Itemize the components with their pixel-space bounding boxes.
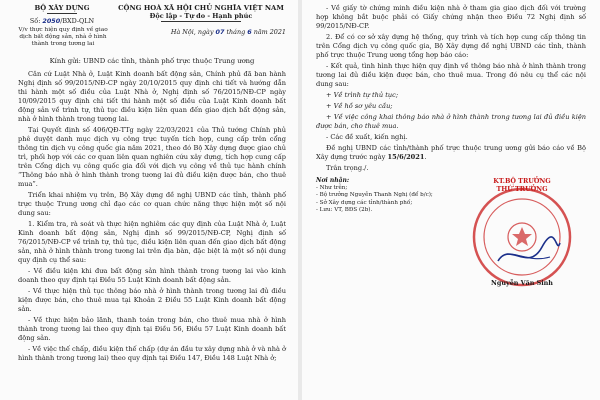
paragraph: 1. Kiểm tra, rà soát và thực hiện nghiêm các quy định của Luật Nhà ở, Luật Kinh doanh bất động sản, Nghị định số 99/2015/NĐ-CP, Nghị định số 76/2015/NĐ-CP về trình tự, thủ tục, điều kiện liên quan đến giao dịch bất động sản, nhà ở hình thành trong tương lai trên địa bàn, đặc biệt là một số nội dung quy định cụ thể sau: <box>18 219 286 264</box>
paragraph: - Về việc thế chấp, điều kiện thế chấp (dự án đầu tư xây dựng nhà ở và nhà ở hình thành trong tương lai) theo quy định tại Điều 147, Điều 148 Luật Nhà ở; <box>18 344 286 362</box>
paragraph: - Về thực hiện bảo lãnh, thanh toán trong bán, cho thuê mua nhà ở hình thành trong tương lai theo quy định tại Điều 56, Điều 57 Luật Kinh doanh bất động sản. <box>18 315 286 342</box>
motto-divider <box>161 21 241 22</box>
paragraph: - Về thực hiện thủ tục thông báo nhà ở hình thành trong tương lai đủ điều kiện được bán, cho thuê mua tại Khoản 2 Điều 55 Luật Kinh doanh bất động sản. <box>18 286 286 313</box>
recipient-item: - Sở Xây dựng các tỉnh/thành phố; <box>316 199 413 206</box>
paragraph: Triển khai nhiệm vụ trên, Bộ Xây dựng đề nghị UBND các tỉnh, thành phố trực thuộc Trung ương chỉ đạo các cơ quan chức năng thực hiện một số nội dung sau: <box>18 190 286 217</box>
signer-block <box>458 177 586 297</box>
paragraph: - Kết quả, tình hình thực hiện quy định về thông báo nhà ở hình thành trong tương lai đủ điều kiện được bán, cho thuê mua. Trong đó nêu cụ thể các nội dung sau: <box>316 62 586 88</box>
document-number: Số: 2050/BXD-QLN <box>29 17 95 25</box>
issue-date: Hà Nội, ngày 07 tháng 6 năm 2021 <box>170 28 286 36</box>
addressee-line: Kính gửi: UBND các tỉnh, thành phố trực thuộc Trung ương <box>49 56 255 65</box>
paragraph: + Về hồ sơ yêu cầu; <box>326 102 393 110</box>
header-divider <box>47 13 77 14</box>
body-left <box>18 70 286 363</box>
paragraph: Tại Quyết định số 406/QĐ-TTg ngày 22/03/2021 của Thủ tướng Chính phủ phê duyệt danh mục dịch vụ công trực tuyến tích hợp, cung cấp trên cổng thông tin dịch vụ công quốc gia năm 2021, theo đó Bộ Xây dựng được giao chủ trì, phối hợp với các cơ quan liên quan nghiên cứu xây dựng, tích hợp cung cấp trên Cổng dịch vụ công quốc gia đối với dịch vụ công về thủ tục hành chính “Thông báo nhà ở hình thành trong tương lai đủ điều kiện được bán, cho thuê mua”. <box>18 125 286 188</box>
document-page-2 <box>302 0 600 400</box>
document-header <box>18 4 286 49</box>
country-name: CỘNG HOÀ XÃ HỘI CHỦ NGHĨA VIỆT NAM <box>118 4 284 12</box>
recipients-block <box>316 177 444 297</box>
official-seal-icon <box>470 185 574 289</box>
paragraph: + Về việc công khai thông báo nhà ở hình thành trong tương lai đủ điều kiện được bán, cho thuê mua. <box>316 113 586 130</box>
issuer-block <box>18 4 106 49</box>
signer-position: THỨ TRƯỞNG <box>496 185 548 193</box>
signature-section <box>316 177 586 297</box>
document-page-1 <box>0 0 298 400</box>
national-motto: Độc lập - Tự do - Hạnh phúc <box>149 12 253 20</box>
recipients-heading: Nơi nhận: <box>316 177 350 184</box>
handwritten-number: 2050 <box>42 17 61 25</box>
recipient-item: - Như trên; <box>316 184 348 191</box>
deadline-date: 15/6/2021 <box>387 153 425 161</box>
paragraph: - Về giấy tờ chứng minh điều kiện nhà ở tham gia giao dịch đối với trường hợp không bắt buộc phải có Giấy chứng nhận theo Điều 72 Nghị định số 99/2015/NĐ-CP. <box>316 4 586 30</box>
signer-authority: KT.BỘ TRƯỞNG <box>493 177 551 185</box>
ministry-name: BỘ XÂY DỰNG <box>34 4 90 12</box>
recipient-item: - Lưu: VT, BĐS (2b). <box>316 207 373 213</box>
signer-name: Nguyễn Văn Sinh <box>491 279 553 287</box>
paragraph: 2. Để có cơ sở xây dựng hệ thống, quy trình và tích hợp cung cấp thông tin trên Cổng dịch vụ công quốc gia, Bộ Xây dựng đề nghị UBND các tỉnh, thành phố trực thuộc Trung ương tổng hợp báo cáo: <box>316 33 586 59</box>
recipient-item: - Bộ trưởng Nguyễn Thanh Nghị (để b/c); <box>316 192 433 198</box>
paragraph: Căn cứ Luật Nhà ở, Luật Kinh doanh bất động sản, Chính phủ đã ban hành Nghị định số 99/2015/NĐ-CP ngày 20/10/2015 quy định chi tiết và hướng dẫn thi hành một số điều của Luật Nhà ở, Nghị định số 76/2015/NĐ-CP ngày 10/09/2015 quy định chi tiết thi hành một số điều của Luật Kinh doanh bất động sản về trình tự, thủ tục điều kiện liên quan đến giao dịch bất động sản, nhà ở hình thành trong tương lai. <box>18 69 286 123</box>
national-header <box>116 4 286 49</box>
paragraph: - Các đề xuất, kiến nghị. <box>326 133 408 141</box>
deadline-paragraph: Đề nghị UBND các tỉnh/thành phố trực thuộc trung ương gửi báo cáo về Bộ Xây dựng trước ngày 15/6/2021. <box>316 144 586 161</box>
subject-line: V/v thực hiện quy định về giao dịch bất động sản, nhà ở hình thành trong tương lai <box>18 27 108 48</box>
paragraph: + Về trình tự thủ tục; <box>326 91 399 99</box>
body-right <box>316 4 586 173</box>
closing-line: Trân trọng./. <box>326 164 369 172</box>
paragraph: - Về điều kiện khi đưa bất động sản hình thành trong tương lai vào kinh doanh theo quy định tại Điều 55 Luật Kinh doanh bất động sản. <box>18 266 286 284</box>
